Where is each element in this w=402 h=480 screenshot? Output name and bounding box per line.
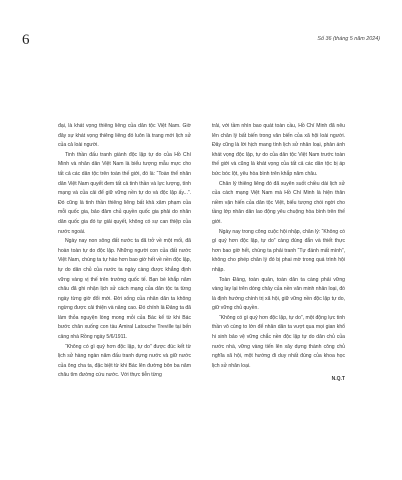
page-number: 6: [22, 32, 30, 48]
paragraph: Ngày nay non sông đất nước ta đã trở về một mối, đã hoàn toàn tự do độc lập. Những người con của đất nước Việt Nam, chúng ta tự hào hơn bao giờ hết về nền độc lập, tự do dân chủ của nước ta ngày càng được khẳng định vững vàng vị thế trên trường quốc tế. Bạn bè khắp năm châu đã ghi nhận lịch sử cách mạng của dân tộc ta từng ngày từng giờ đổi mới. Đời sống của nhân dân ta không ngừng được cải thiện và nâng cao. Đó chính là Đảng ta đã làm thỏa nguyện lòng mong mỏi của Bác kể từ khi Bác bước chân xuống con tàu Amiral Latouche Treville tại bến cảng nhà Rồng ngày 5/6/1911.: [58, 238, 191, 341]
paragraph: “Không có gì quý hơn độc lập, tự do” được đúc kết từ lịch sử hàng ngàn năm đấu tranh dựng nước và giữ nước của ông cha ta, đặc biệt từ khi Bác lên đường bôn ba năm châu tìm đường cứu nước. Với thực tiễn từng: [58, 343, 191, 379]
issue-info: Số 36 (tháng 5 năm 2024): [317, 36, 380, 42]
article-column-right: [212, 122, 345, 385]
paragraph: đại, là khát vọng thiêng liêng của dân tộc Việt Nam. Giờ đây sự khát vọng thiêng liêng đó luôn là trang mới lịch sử của cả loài người.: [58, 123, 191, 149]
paragraph: Toàn Đảng, toàn quân, toàn dân ta càng phải vững vàng lay lại trên dòng chảy của nền văn minh nhân loại, đó là định hướng chính trị xã hội, giữ vững nền độc lập tự do, giữ vững chủ quyền.: [212, 276, 345, 312]
paragraph: “Không có gì quý hơn độc lập, tự do”, một động lực tinh thần vô cùng to lớn để nhân dân ta vượt qua mọi gian khổ hi sinh bảo vệ vững chắc nền độc lập tự do dân chủ của nước nhà, vững vàng tiến lên xây dựng thành công chủ nghĩa xã hội, một hướng đi duy nhất đúng của khoa học lịch sử nhân loại.: [212, 314, 345, 369]
paragraph: Ngày nay trong công cuộc hội nhập, chân lý: “Không có gì quý hơn độc lập, tự do” càng đúng đắn và thiết thực hơn bao giờ hết, chúng ta phải tranh “Tự đánh mất mình”, không cho phép chân lý đó bị phai mờ trong quá trình hội nhập.: [212, 228, 345, 273]
paragraph: Tinh thần đấu tranh giành độc lập tự do của Hồ Chí Minh và nhân dân Việt Nam là biểu tượng mẫu mực cho tất cả các dân tộc trên toàn thế giới, đó là: “Toàn thể nhân dân Việt Nam quyết đem tất cả tinh thần và lực lượng, tính mạng và của cải để giữ vững nền tự do và độc lập ấy...”. Đó cũng là tinh thần thiêng liêng bất khả xâm phạm của mỗi quốc gia, bảo đảm chủ quyền quốc gia phải do nhân dân quốc gia đó tự giải quyết, không có sự can thiệp của nước ngoài.: [58, 151, 191, 235]
author-signature: N.Q.T: [331, 376, 345, 383]
article-column-left: [58, 122, 191, 381]
paragraph: trải, với tầm nhìn bao quát toàn cầu, Hồ Chí Minh đã nêu lên chân lý bất biến trong văn biển của xã hội loài người. Đây cũng là lời hịch mang tính lịch sử nhân loại, phản ánh khát vọng độc lập, tự do của dân tộc Việt Nam trước toàn thế giới và cũng là khát vọng của tất cả các dân tộc bị áp bức bóc lột, yêu hòa bình trên khắp năm châu.: [212, 123, 345, 177]
paragraph: Chân lý thiêng liêng đó đã xuyên suốt chiều dài lịch sử của cách mạng Việt Nam mà Hồ Chí Minh là hiện thân niềm vận hiến của dân tộc Việt, biểu tượng chói ngời cho tầng lớp nhân dân lao động yêu chuộng hòa bình trên thế giới.: [212, 180, 345, 225]
